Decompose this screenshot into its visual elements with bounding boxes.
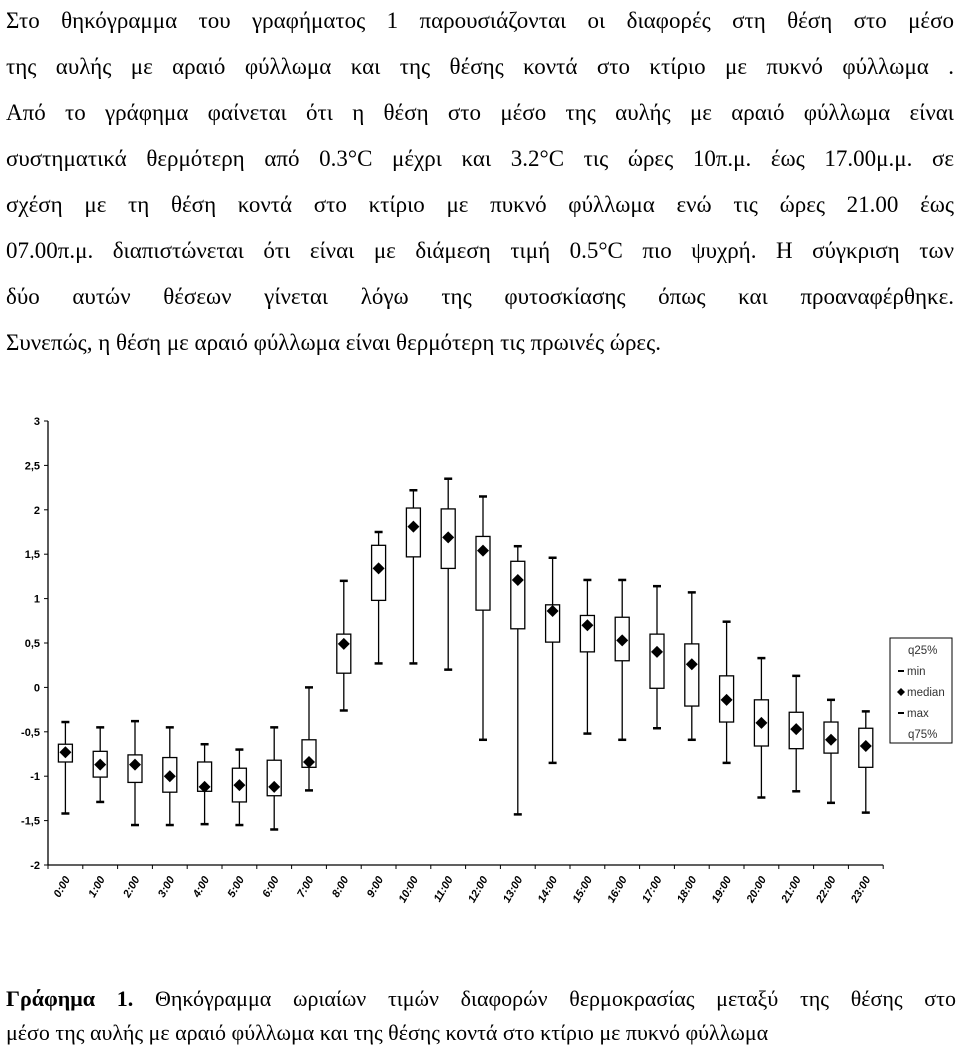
x-tick-label: 7:00 [295,874,317,900]
boxplot-chart [0,400,960,920]
x-tick-label: 4:00 [190,874,213,900]
body-line: 07.00π.μ. διαπιστώνεται ότι είναι με διάμεση τιμή 0.5°C πιο ψυχρή. Η σύγκριση των [6,238,954,263]
x-tick-label: 23:00 [848,874,874,905]
y-tick-label: 0 [33,682,40,695]
caption-label: Γράφημα 1. [6,986,134,1011]
body-line: Από το γράφημα φαίνεται ότι η θέση στο μέσο της αυλής με αραιό φύλλωμα είναι [6,100,954,125]
x-tick-label: 5:00 [225,874,247,900]
x-tick-label: 12:00 [466,874,491,905]
x-tick-label: 3:00 [155,874,178,900]
body-line: της αυλής με αραιό φύλλωμα και της θέσης κοντά στο κτίριο με πυκνό φύλλωμα . [6,54,954,79]
x-tick-label: 6:00 [260,874,282,900]
y-tick-label: 3 [33,416,40,428]
iqr-box [685,644,699,706]
y-tick-label: -1 [30,771,40,784]
x-tick-label: 0:00 [51,874,73,900]
x-tick-label: 22:00 [814,874,839,905]
y-tick-label: -0,5 [21,726,40,739]
iqr-box [650,634,664,688]
iqr-box [511,561,525,628]
y-tick-label: 2,5 [24,460,40,473]
y-tick-label: 1 [33,593,40,606]
x-tick-label: 9:00 [364,874,387,900]
x-tick-label: 18:00 [674,874,700,905]
legend-entry: min [907,666,926,678]
y-tick-label: 1,5 [24,549,40,562]
x-tick-label: 1:00 [86,874,108,900]
body-line: δύο αυτών θέσεων γίνεται λόγω της φυτοσκίασης όπως και προαναφέρθηκε. [6,284,954,309]
x-tick-label: 11:00 [431,874,456,905]
y-tick-label: 0,5 [24,638,40,650]
y-tick-label: 2 [33,504,40,517]
x-tick-label: 19:00 [709,874,735,905]
y-tick-label: -2 [30,860,40,872]
body-line: σχέση με τη θέση κοντά στο κτίριο με πυκνό φύλλωμα ενώ τις ώρες 21.00 έως [6,192,954,217]
legend-entry: q25% [908,645,938,657]
legend-entry: max [907,708,929,720]
x-tick-label: 2:00 [121,874,143,900]
x-tick-label: 15:00 [570,874,595,905]
x-tick-label: 14:00 [535,874,561,905]
x-tick-label: 16:00 [605,874,630,905]
body-line: Στο θηκόγραμμα του γραφήματος 1 παρουσιάζονται οι διαφορές στη θέση στο μέσο [6,8,954,33]
x-tick-label: 17:00 [640,874,665,905]
legend-entry: q75% [908,729,938,741]
figure-caption [6,984,956,1014]
x-tick-label: 21:00 [779,874,804,905]
caption-line-1: Θηκόγραμμα ωριαίων τιμών διαφορών θερμοκρασίας μεταξύ της θέσης στο [154,986,956,1011]
x-tick-label: 8:00 [329,874,352,900]
caption-line-2: μέσο της αυλής με αραιό φύλλωμα και της θέσης κοντά στο κτίριο με πυκνό φύλλωμα [6,1020,769,1045]
x-tick-label: 20:00 [744,874,769,905]
body-line: Συνεπώς, η θέση με αραιό φύλλωμα είναι θερμότερη τις πρωινές ώρες. [6,330,661,355]
legend-entry: median [907,687,945,699]
x-tick-label: 10:00 [396,874,421,905]
x-tick-label: 13:00 [500,874,526,905]
y-tick-label: -1,5 [21,815,40,828]
body-line: συστηματικά θερμότερη από 0.3°C μέχρι και 3.2°C τις ώρες 10π.μ. έως 17.00μ.μ. σε [6,146,954,171]
